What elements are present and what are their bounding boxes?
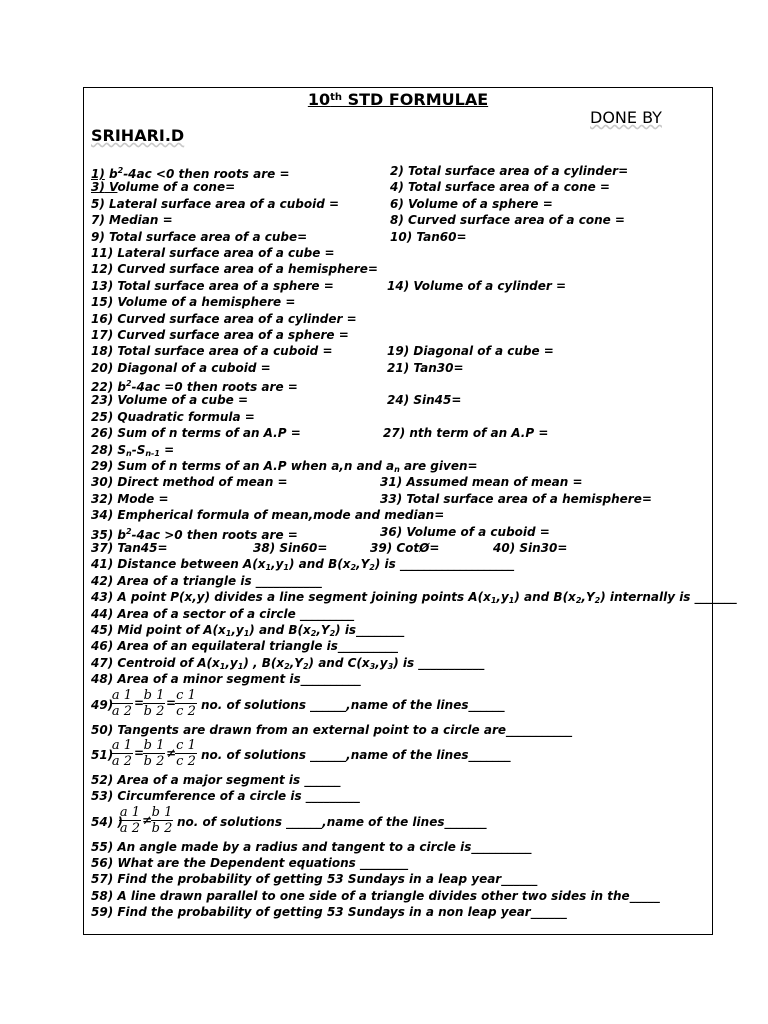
list-item: 16) Curved surface area of a cylinder =: [91, 311, 357, 326]
fraction-c: $\frac{c 1}{c 2}$: [176, 687, 196, 719]
list-item: 1) $b^2-4ac <0$ then roots are = 2) Total surface area of a cylinder=: [91, 164, 629, 181]
list-item: 48) Area of a minor segment is__________: [91, 672, 361, 687]
list-item: 28) $S_n-S_{n-1}$ =: [91, 442, 175, 458]
list-item: 37) Tan45= 38) Sin60= 39) CotØ= 40) Sin30=: [91, 540, 568, 555]
fraction-c: $\frac{c 1}{c 2}$: [176, 737, 196, 769]
list-item: 3) Volume of a cone= 4) Total surface area of a cone =: [91, 180, 610, 195]
list-item: 23) Volume of a cube = 24) Sin45=: [91, 393, 462, 408]
list-item: 57) Find the probability of getting 53 Sundays in a leap year______: [91, 872, 538, 887]
list-item: 52) Area of a major segment is ______: [91, 772, 341, 787]
list-item: 58) A line drawn parallel to one side of a triangle divides other two sides in the_____: [91, 888, 660, 903]
list-item: 20) Diagonal of a cuboid = 21) Tan30=: [91, 360, 464, 375]
fraction-a: $\frac{a 1}{a 2}$: [111, 687, 133, 719]
list-item: 18) Total surface area of a cuboid = 19) Diagonal of a cube =: [91, 344, 554, 359]
fraction-b: $\frac{b 1}{b 2}$: [143, 687, 165, 719]
list-item: 34) Empherical formula of mean,mode and median=: [91, 508, 445, 523]
formula-list: [91, 163, 737, 921]
fraction-b: $\frac{b 1}{b 2}$: [151, 804, 173, 836]
list-item: 25) Quadratic formula =: [91, 409, 255, 424]
list-item: 42) Area of a triangle is ___________: [91, 573, 322, 588]
list-item: 44) Area of a sector of a circle _________: [91, 606, 354, 621]
list-item: 50) Tangents are drawn from an external point to a circle are___________: [91, 722, 573, 737]
list-item: 12) Curved surface area of a hemisphere=: [91, 262, 378, 277]
list-item: 5) Lateral surface area of a cuboid = 6) Volume of a sphere =: [91, 196, 553, 211]
done-by-label: DONE BY: [590, 108, 662, 127]
list-item: 46) Area of an equilateral triangle is__________: [91, 639, 398, 654]
list-item: 55) An angle made by a radius and tangent to a circle is__________: [91, 839, 532, 854]
list-item: 13) Total surface area of a sphere = 14) Volume of a cylinder =: [91, 278, 566, 293]
list-item: 30) Direct method of mean = 31) Assumed mean of mean =: [91, 475, 583, 490]
list-item: 17) Curved surface area of a sphere =: [91, 327, 349, 342]
fraction-b: $\frac{b 1}{b 2}$: [143, 737, 165, 769]
list-item: 43) A point P(x,y) divides a line segment joining points $A(x_1,y_1)$ and $B(x_2,Y_2)$ internally is _______: [91, 590, 737, 606]
fraction-a: $\frac{a 1}{a 2}$: [119, 804, 141, 836]
list-item: 49) $\frac{a 1}{a 2}$ = $\frac{b 1}{b 2}$ = $\frac{c 1}{c 2}$ no. of solutions ______,name of the lines______: [91, 687, 505, 719]
list-item: 15) Volume of a hemisphere =: [91, 295, 296, 310]
list-item: 41) Distance between $A(x_1,y_1)$ and $B(x_2,Y_2)$ is ___________________: [91, 557, 514, 573]
list-item: 51) $\frac{a 1}{a 2}$ = $\frac{b 1}{b 2}$ ≠ $\frac{c 1}{c 2}$ no. of solutions ______,name of the lines_______: [91, 737, 511, 769]
list-item: 45) Mid point of $A(x_1,y_1)$ and $B(x_2,Y_2)$ is________: [91, 622, 405, 638]
list-item: 22) $b^2-4ac =0$ then roots are =: [91, 379, 298, 395]
list-item: 54) ) $\frac{a 1}{a 2}$ ≠ $\frac{b 1}{b 2}$ no. of solutions ______,name of the lines_______: [91, 804, 487, 836]
page-title: 10th STD FORMULAE: [307, 90, 489, 109]
list-item: 26) Sum of n terms of an A.P = 27) nth term of an A.P =: [91, 426, 549, 441]
list-item: 7) Median = 8) Curved surface area of a cone =: [91, 213, 625, 228]
list-item: 59) Find the probability of getting 53 Sundays in a non leap year______: [91, 905, 567, 920]
list-item: 56) What are the Dependent equations ________: [91, 856, 408, 871]
list-item: 29) Sum of n terms of an A.P when a,n and $a_n$ are given=: [91, 459, 478, 475]
list-item: 9) Total surface area of a cube= 10) Tan60=: [91, 229, 467, 244]
list-item: 35) $b^2-4ac >0$ then roots are = 36) Volume of a cuboid =: [91, 524, 550, 542]
fraction-a: $\frac{a 1}{a 2}$: [111, 737, 133, 769]
list-item: 53) Circumference of a circle is _________: [91, 789, 360, 804]
list-item: 11) Lateral surface area of a cube =: [91, 245, 335, 260]
list-item: 32) Mode = 33) Total surface area of a hemisphere=: [91, 491, 652, 506]
list-item: 47) Centroid of $A(x_1,y_1)$ , $B(x_2,Y_2)$ and $C(x_3,y_3)$ is ___________: [91, 655, 485, 671]
author-name: SRIHARI.D: [91, 126, 185, 145]
